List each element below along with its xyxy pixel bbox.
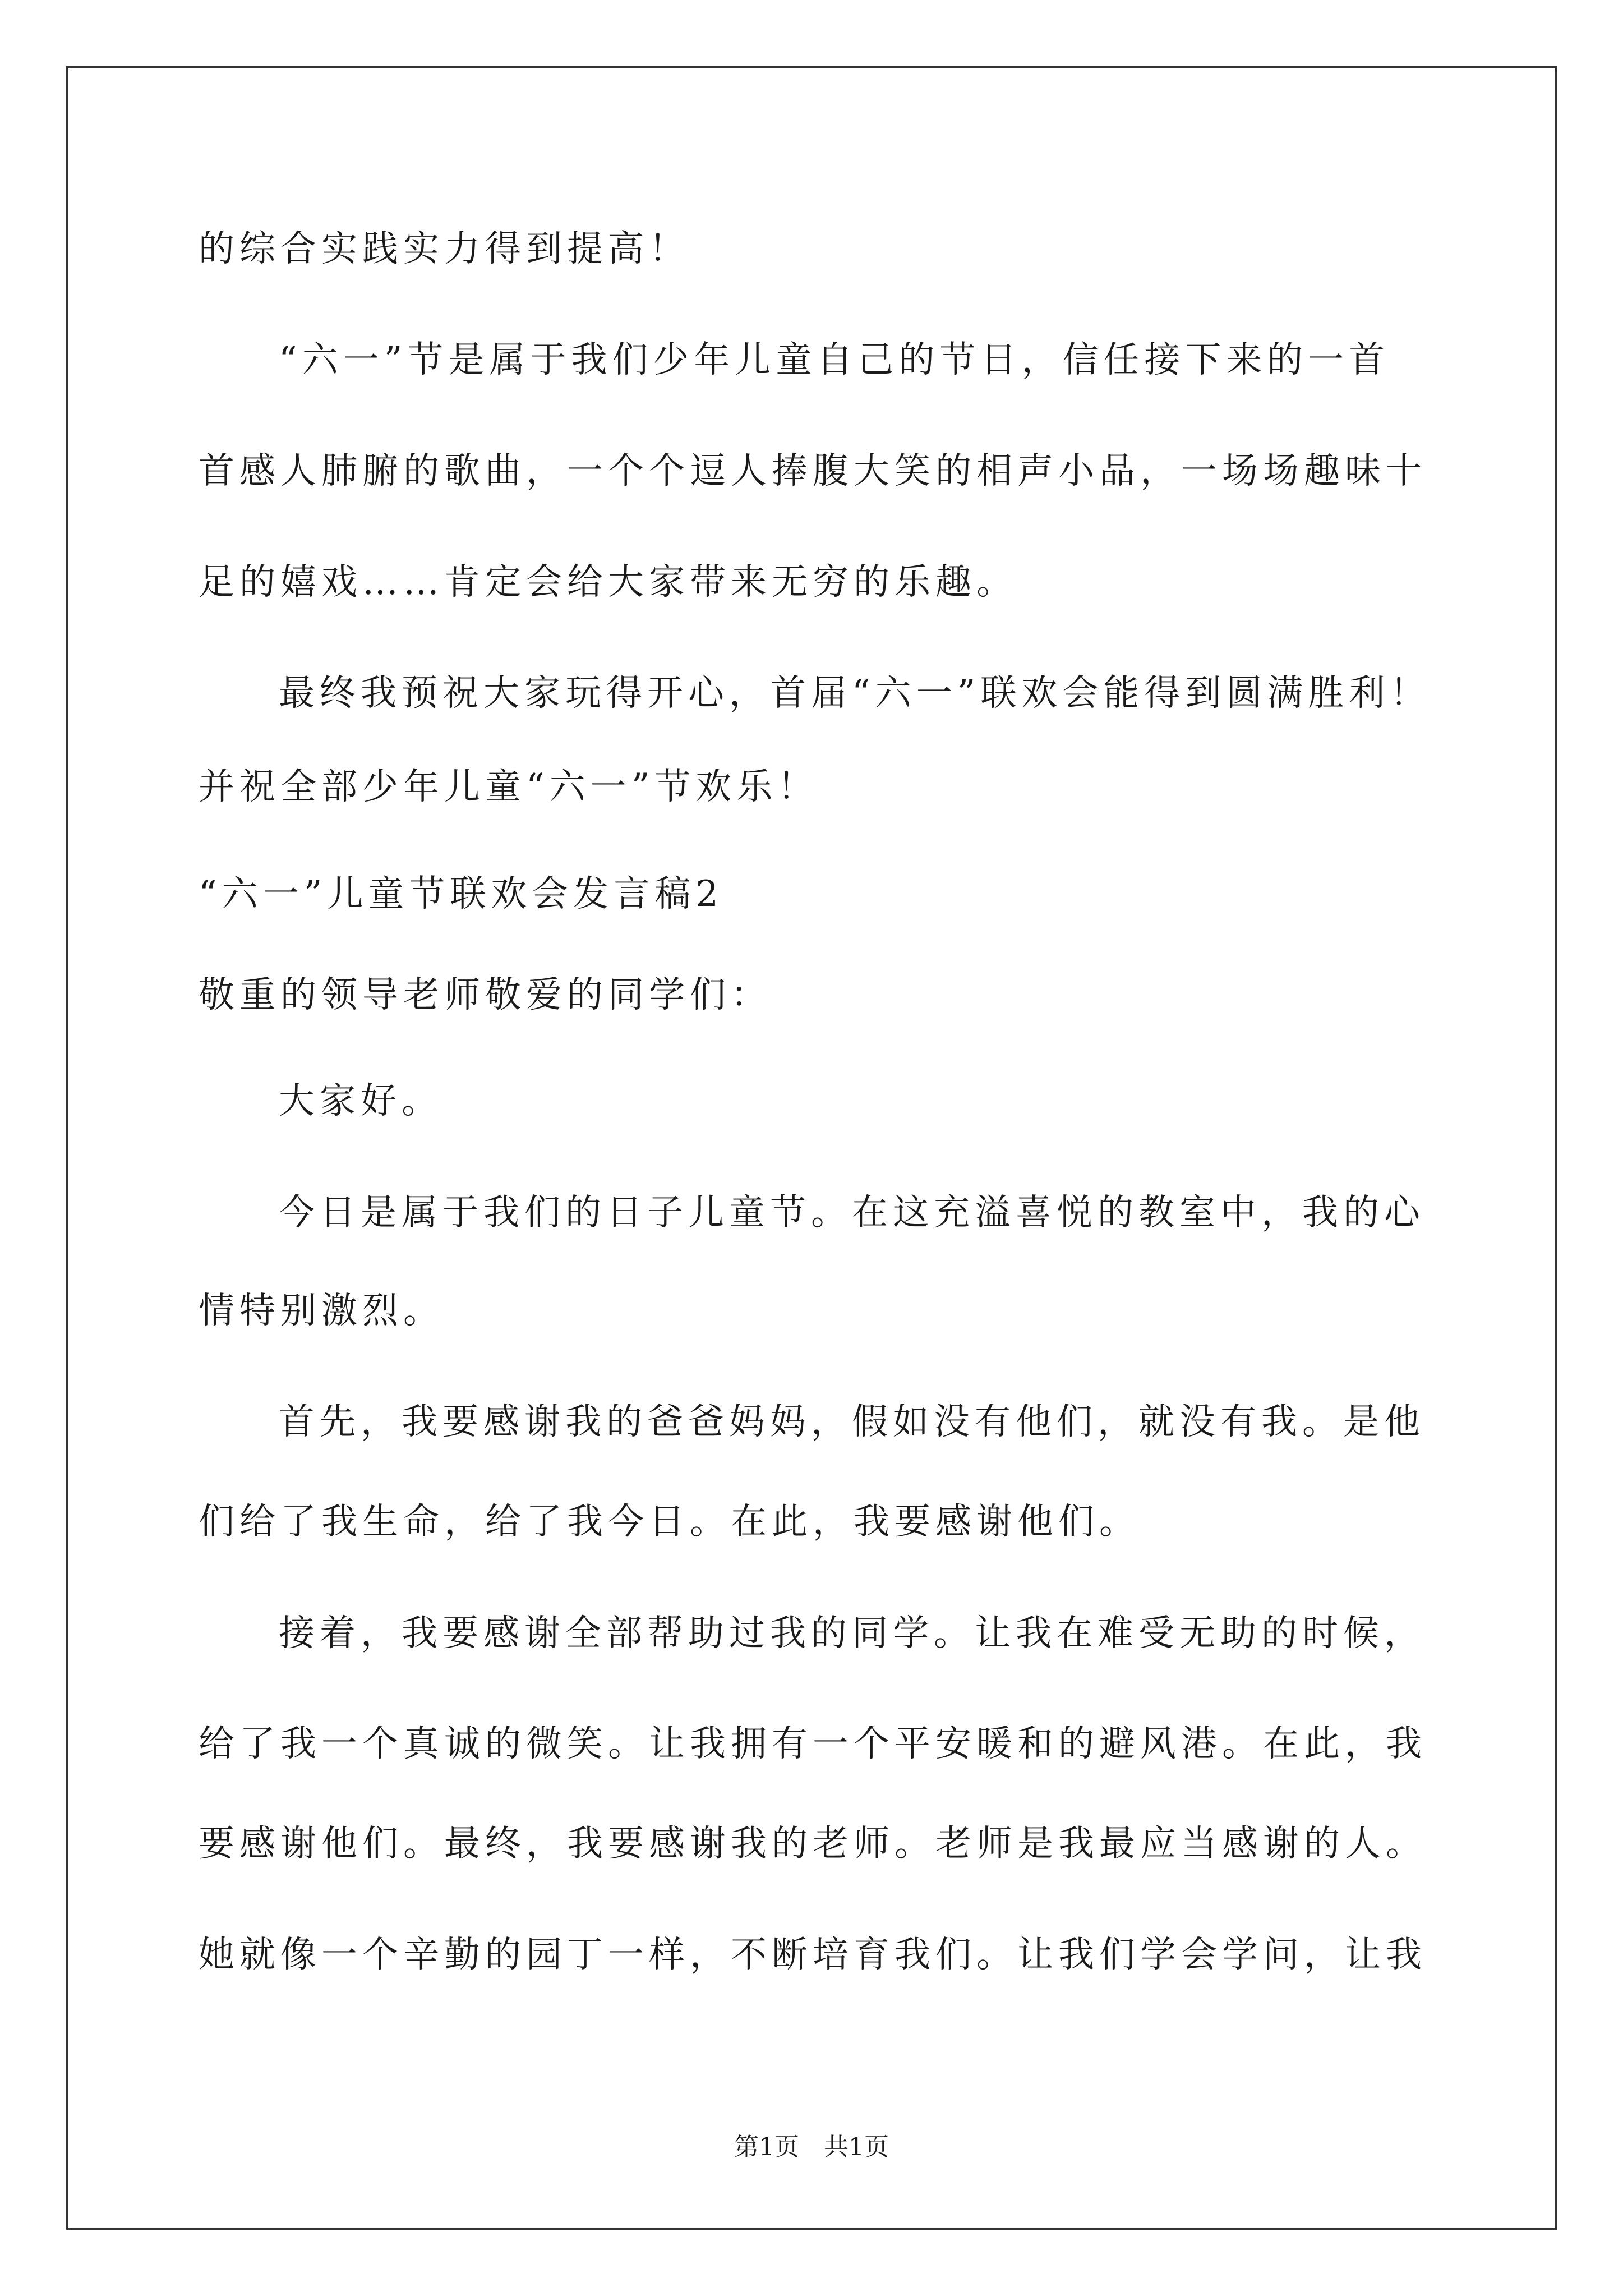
- text-line-12: 首先，我要感谢我的爸爸妈妈，假如没有他们，就没有我。是他: [279, 1401, 1425, 1443]
- greeting: 大家好。: [279, 1080, 442, 1122]
- text-line-4: 足的嬉戏……肯定会给大家带来无穷的乐趣。: [199, 562, 1017, 603]
- text-line-6: 并祝全部少年儿童“六一”节欢乐！: [199, 766, 819, 808]
- text-line-2: “六一”节是属于我们少年儿童自己的节日，信任接下来的一首: [279, 339, 1390, 381]
- text-line-10: 今日是属于我们的日子儿童节。在这充溢喜悦的教室中，我的心: [279, 1192, 1425, 1234]
- text-line-15: 给了我一个真诚的微笑。让我拥有一个平安暖和的避风港。在此，我: [199, 1723, 1427, 1765]
- text-line-1: 的综合实践实力得到提高！: [199, 228, 690, 270]
- text-line-14: 接着，我要感谢全部帮助过我的同学。让我在难受无助的时候，: [279, 1613, 1425, 1654]
- text-line-13: 们给了我生命，给了我今日。在此，我要感谢他们。: [199, 1501, 1140, 1543]
- page-footer-indicator: 第1页 共1页: [734, 2133, 889, 2161]
- section-heading: “六一”儿童节联欢会发言稿2: [199, 873, 724, 915]
- text-line-5: 最终我预祝大家玩得开心，首届“六一”联欢会能得到圆满胜利！: [279, 673, 1431, 714]
- salutation: 敬重的领导老师敬爱的同学们：: [199, 974, 772, 1016]
- text-line-3: 首感人肺腑的歌曲，一个个逗人捧腹大笑的相声小品，一场场趣味十: [199, 450, 1427, 492]
- text-line-16: 要感谢他们。最终，我要感谢我的老师。老师是我最应当感谢的人。: [199, 1823, 1427, 1865]
- page-border: [66, 66, 1557, 2230]
- text-line-11: 情特别激烈。: [199, 1290, 444, 1332]
- text-line-17: 她就像一个辛勤的园丁一样，不断培育我们。让我们学会学问，让我: [199, 1934, 1427, 1976]
